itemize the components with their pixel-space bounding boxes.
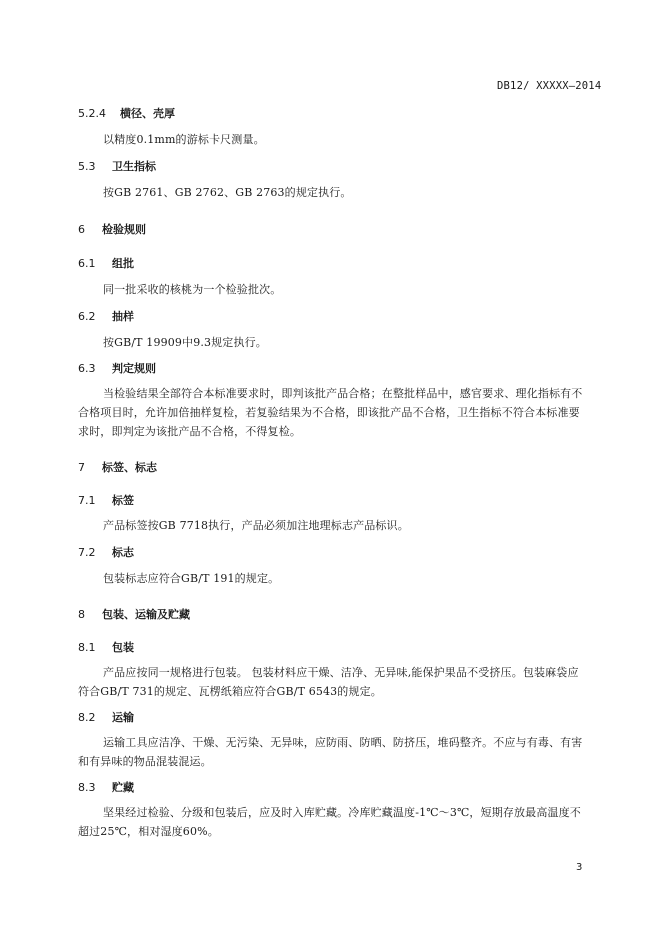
section-number: 7.1	[78, 494, 96, 507]
paragraph-7-1: 产品标签按GB 7718执行，产品必须加注地理标志产品标识。	[103, 519, 409, 532]
heading-8	[78, 606, 190, 622]
paragraph-line: 产品应按同一规格进行包装。 包装材料应干燥、洁净、无异味,能保护果品不受挤压。包装麻袋应	[103, 666, 579, 679]
paragraph-6-1: 同一批采收的核桃为一个检验批次。	[103, 283, 282, 296]
section-number: 8.3	[78, 781, 96, 794]
heading-5-3	[78, 158, 156, 174]
heading-7-2	[78, 544, 134, 560]
heading-6-3	[78, 360, 156, 376]
page-number: 3	[576, 862, 583, 873]
section-number: 6.2	[78, 310, 96, 323]
paragraph-line: 合格项目时，允许加倍抽样复检，若复验结果为不合格，即该批产品不合格，卫生指标不符合本标准要	[78, 406, 580, 419]
paragraph-7-2: 包装标志应符合GB/T 191的规定。	[103, 572, 280, 585]
section-title: 贮藏	[112, 781, 134, 794]
section-title: 抽样	[112, 310, 134, 323]
section-title: 判定规则	[112, 362, 156, 375]
heading-8-2	[78, 709, 134, 725]
paragraph-6-2: 按GB/T 19909中9.3规定执行。	[103, 336, 267, 349]
section-title: 检验规则	[102, 223, 146, 236]
section-title: 包装	[112, 641, 134, 654]
section-number: 7	[78, 461, 85, 474]
paragraph-5-2-4: 以精度0.1mm的游标卡尺测量。	[103, 133, 265, 146]
section-title: 横径、壳厚	[120, 107, 175, 120]
document-code: DB12/ XXXXX—2014	[497, 80, 602, 92]
section-number: 8	[78, 608, 85, 621]
section-number: 8.2	[78, 711, 96, 724]
paragraph-line: 符合GB/T 731的规定、瓦楞纸箱应符合GB/T 6543的规定。	[78, 685, 382, 698]
paragraph-line: 运输工具应洁净、干燥、无污染、无异味，应防雨、防晒、防挤压，堆码整齐。不应与有毒、有害	[103, 736, 583, 749]
heading-6	[78, 221, 146, 237]
section-title: 卫生指标	[112, 160, 156, 173]
paragraph-line: 坚果经过检验、分级和包装后，应及时入库贮藏。冷库贮藏温度-1℃～3℃，短期存放最高温度不	[103, 806, 581, 819]
section-title: 组批	[112, 257, 134, 270]
paragraph-line: 超过25℃，相对湿度60%。	[78, 825, 219, 838]
section-number: 8.1	[78, 641, 96, 654]
section-number: 5.3	[78, 160, 96, 173]
section-number: 6.1	[78, 257, 96, 270]
paragraph-5-3: 按GB 2761、GB 2762、GB 2763的规定执行。	[103, 186, 352, 199]
heading-7	[78, 459, 157, 475]
heading-8-1	[78, 639, 134, 655]
paragraph-line: 当检验结果全部符合本标准要求时，即判该批产品合格；在整批样品中，感官要求、理化指标有不	[103, 387, 583, 400]
section-title: 标志	[112, 546, 134, 559]
heading-8-3	[78, 779, 134, 795]
paragraph-line: 求时，即判定为该批产品不合格，不得复检。	[78, 425, 301, 438]
paragraph-line: 和有异味的物品混装混运。	[78, 755, 212, 768]
section-number: 6.3	[78, 362, 96, 375]
section-title: 标签	[112, 494, 134, 507]
heading-6-1	[78, 255, 134, 271]
section-number: 6	[78, 223, 85, 236]
heading-7-1	[78, 492, 134, 508]
heading-5-2-4	[78, 105, 175, 121]
section-title: 标签、标志	[102, 461, 157, 474]
section-number: 5.2.4	[78, 107, 106, 120]
section-title: 包装、运输及贮藏	[102, 608, 190, 621]
section-number: 7.2	[78, 546, 96, 559]
heading-6-2	[78, 308, 134, 324]
section-title: 运输	[112, 711, 134, 724]
